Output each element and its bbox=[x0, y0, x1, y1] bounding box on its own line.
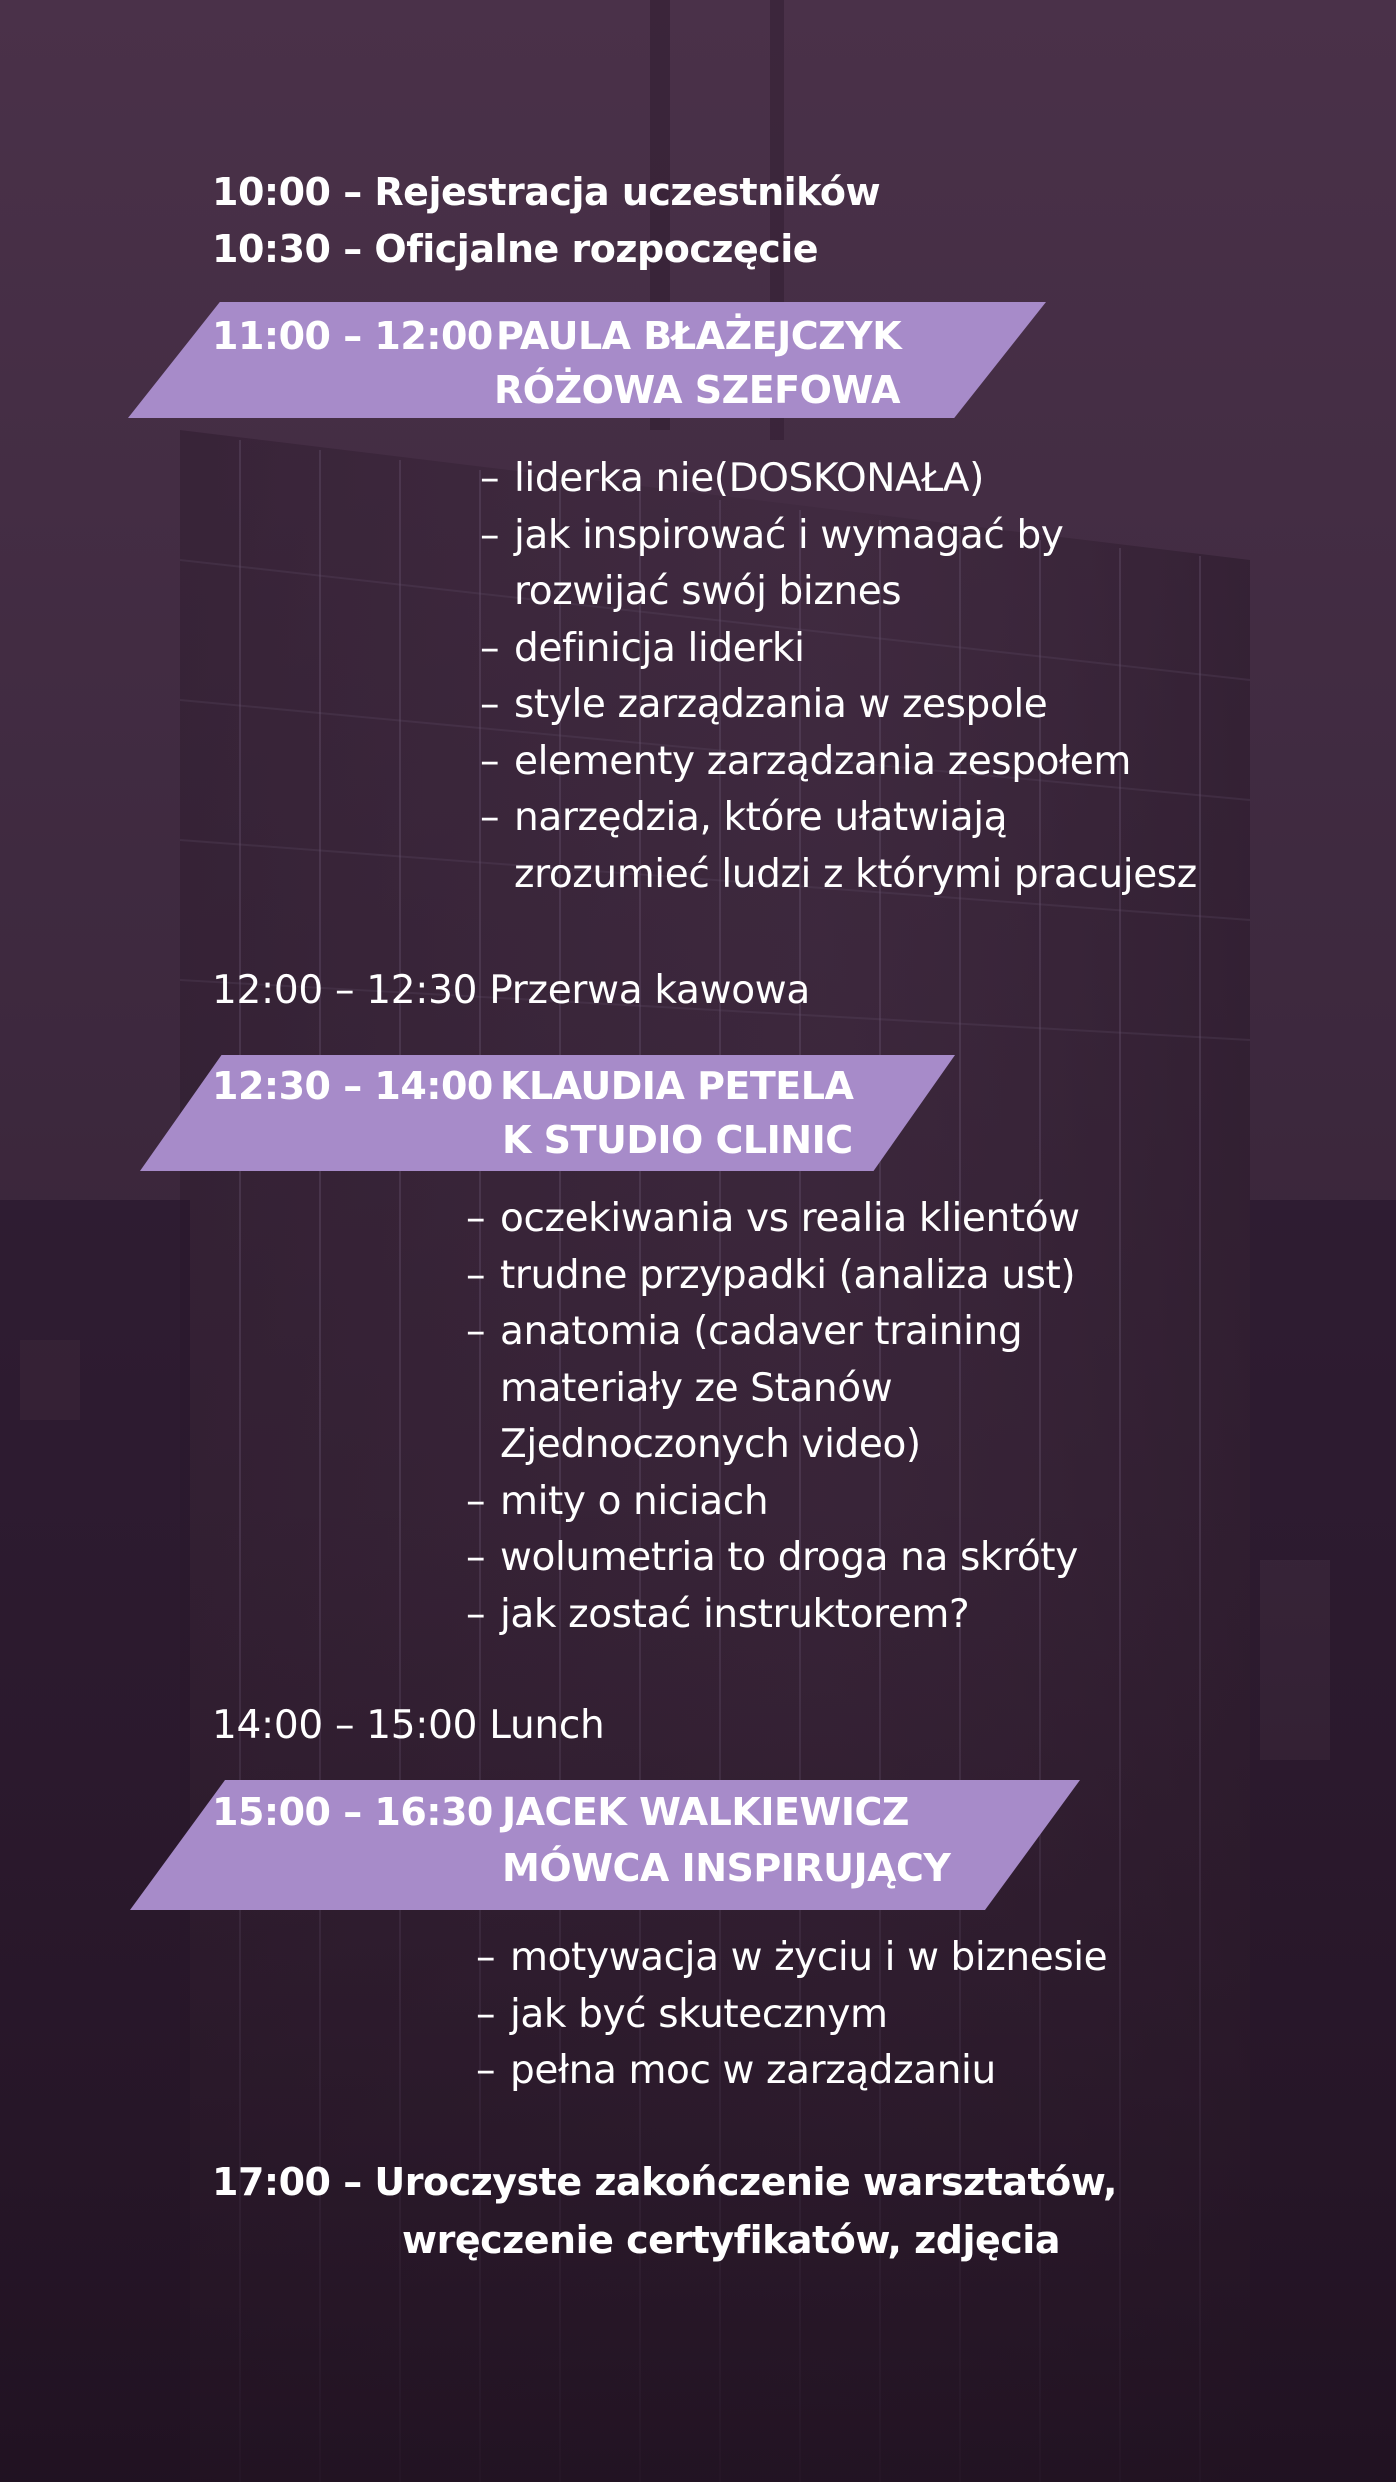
topic-item: – style zarządzania w zespole bbox=[480, 677, 1197, 734]
agenda-item-closing-continued: wręczenie certyfikatów, zdjęcia bbox=[402, 2218, 1060, 2262]
topic-item: – mity o niciach bbox=[466, 1474, 1080, 1531]
topic-item: – definicja liderki bbox=[480, 621, 1197, 678]
speaker-name-3: JACEK WALKIEWICZ bbox=[502, 1790, 909, 1834]
session-time-1: 11:00 – 12:00 bbox=[212, 314, 493, 358]
topic-item: – jak być skutecznym bbox=[476, 1987, 1107, 2044]
topic-item: – jak inspirować i wymagać by rozwijać swój biznes bbox=[480, 508, 1197, 621]
agenda-item-opening: 10:30 – Oficjalne rozpoczęcie bbox=[212, 227, 819, 271]
speaker-role-1: RÓŻOWA SZEFOWA bbox=[494, 368, 901, 412]
topic-item: – wolumetria to droga na skróty bbox=[466, 1530, 1080, 1587]
topic-item: – jak zostać instruktorem? bbox=[466, 1587, 1080, 1644]
session-topics-1 bbox=[480, 451, 1197, 903]
agenda-item-coffee-break: 12:00 – 12:30 Przerwa kawowa bbox=[212, 968, 810, 1013]
topic-item: – motywacja w życiu i w biznesie bbox=[476, 1930, 1107, 1987]
agenda-item-closing: 17:00 – Uroczyste zakończenie warsztatów, bbox=[212, 2160, 1117, 2204]
topic-item: – trudne przypadki (analiza ust) bbox=[466, 1248, 1080, 1305]
session-time-2: 12:30 – 14:00 bbox=[212, 1064, 493, 1108]
topic-item: – oczekiwania vs realia klientów bbox=[466, 1191, 1080, 1248]
session-time-3: 15:00 – 16:30 bbox=[212, 1790, 493, 1834]
topic-item: – narzędzia, które ułatwiają zrozumieć ludzi z którymi pracujesz bbox=[480, 790, 1197, 903]
agenda-item-lunch: 14:00 – 15:00 Lunch bbox=[212, 1703, 605, 1748]
speaker-role-3: MÓWCA INSPIRUJĄCY bbox=[502, 1846, 951, 1890]
topic-item: – elementy zarządzania zespołem bbox=[480, 734, 1197, 791]
speaker-name-1: PAULA BŁAŻEJCZYK bbox=[496, 314, 902, 358]
topic-item: – anatomia (cadaver training materiały ze Stanów Zjednoczonych video) bbox=[466, 1304, 1080, 1474]
session-topics-2 bbox=[466, 1191, 1080, 1643]
topic-item: – liderka nie(DOSKONAŁA) bbox=[480, 451, 1197, 508]
topic-item: – pełna moc w zarządzaniu bbox=[476, 2043, 1107, 2100]
speaker-role-2: K STUDIO CLINIC bbox=[502, 1118, 853, 1162]
speaker-name-2: KLAUDIA PETELA bbox=[500, 1064, 854, 1108]
agenda-item-registration: 10:00 – Rejestracja uczestników bbox=[212, 170, 881, 214]
session-topics-3 bbox=[476, 1930, 1107, 2100]
